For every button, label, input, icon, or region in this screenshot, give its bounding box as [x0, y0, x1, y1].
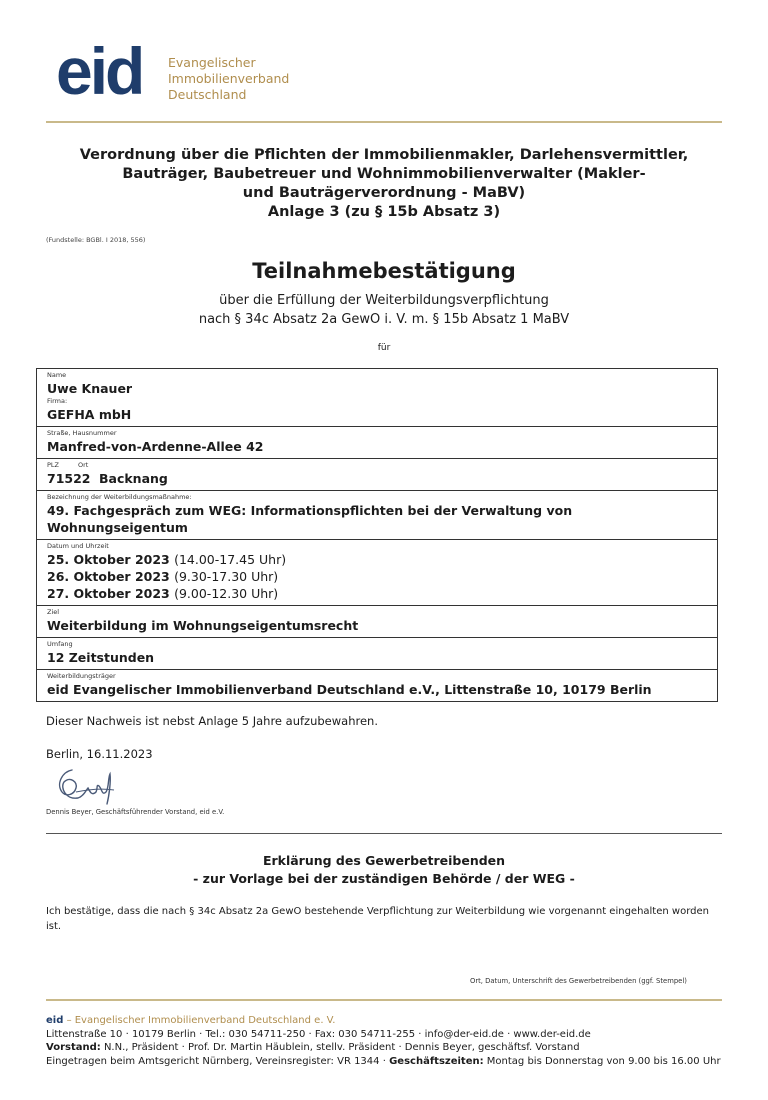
date-value: 25. Oktober 2023 — [47, 552, 170, 567]
footer-register-line — [46, 1055, 721, 1069]
date-entry — [47, 551, 707, 568]
footer-address: Littenstraße 10 · 10179 Berlin · Tel.: 030 54711-250 · Fax: 030 54711-255 · info@der-eid.de · www.der-eid.de — [46, 1028, 591, 1040]
name-value: Uwe Knauer — [47, 381, 133, 396]
participant-form — [36, 368, 718, 702]
certificate-title: Teilnahmebestätigung — [252, 259, 516, 283]
footer-hours-text: Montag bis Donnerstag von 9.00 bis 16.00 Uhr — [486, 1055, 721, 1067]
logo-line-3: Deutschland — [168, 87, 247, 102]
date-label: Datum und Uhrzeit — [47, 542, 109, 550]
date-value: 26. Oktober 2023 — [47, 569, 170, 584]
declaration-text: Ich bestätige, dass die nach § 34c Absatz 2a GewO bestehende Verpflichtung zur Weiterbildung wie vorgenannt eingehalten worden ist. — [46, 906, 709, 932]
firma-label: Firma: — [47, 397, 68, 405]
date-entry — [47, 568, 707, 585]
time-value: (9.30-17.30 Uhr) — [174, 569, 279, 584]
name-label: Name — [47, 371, 67, 379]
time-value: (9.00-12.30 Uhr) — [174, 586, 279, 601]
scope-row — [37, 638, 717, 670]
goal-value: Weiterbildung im Wohnungseigentumsrecht — [47, 618, 359, 633]
place-date: Berlin, 16.11.2023 — [46, 747, 153, 761]
date-row — [37, 540, 717, 606]
certificate-subtitle — [0, 291, 768, 329]
subtitle-line-1: über die Erfüllung der Weiterbildungsverpflichtung — [219, 293, 549, 308]
time-value: (14.00-17.45 Uhr) — [174, 552, 287, 567]
date-value: 27. Oktober 2023 — [47, 586, 170, 601]
measure-row — [37, 491, 717, 540]
signer-caption: Dennis Beyer, Geschäftsführender Vorstand, eid e.V. — [46, 808, 225, 816]
street-row — [37, 427, 717, 459]
plz-label: PLZ — [47, 461, 59, 469]
logo-line-1: Evangelischer — [168, 55, 256, 70]
regulation-title — [60, 146, 708, 222]
footer-hours-label: Geschäftszeiten: — [389, 1055, 484, 1067]
fundstelle: (Fundstelle: BGBl. I 2018, 556) — [46, 236, 146, 244]
scope-value: 12 Zeitstunden — [47, 650, 155, 665]
regulation-line-2: Bauträger, Baubetreuer und Wohnimmobilienverwalter (Makler- — [122, 166, 646, 182]
regulation-line-3: und Bauträgerverordnung - MaBV) — [242, 185, 526, 201]
footer-org-line — [46, 1014, 721, 1028]
provider-row — [37, 670, 717, 701]
regulation-line-1: Verordnung über die Pflichten der Immobilienmakler, Darlehensvermittler, — [79, 147, 689, 163]
footer-register-text: Eingetragen beim Amtsgericht Nürnberg, Vereinsregister: VR 1344 · — [46, 1055, 386, 1067]
provider-label: Weiterbildungsträger — [47, 672, 116, 680]
retention-note: Dieser Nachweis ist nebst Anlage 5 Jahre aufzubewahren. — [46, 714, 378, 728]
fuer-label: für — [377, 343, 391, 353]
regulation-line-4: Anlage 3 (zu § 15b Absatz 3) — [267, 204, 501, 220]
declaration-subtitle: - zur Vorlage bei der zuständigen Behörde / der WEG - — [193, 871, 575, 886]
eid-logo: eid — [56, 34, 143, 108]
logo-text — [168, 55, 289, 103]
footer-org-long: – Evangelischer Immobilienverband Deutschland e. V. — [66, 1015, 336, 1026]
goal-row — [37, 606, 717, 638]
logo-line-2: Immobilienverband — [168, 71, 290, 86]
plz-ort-row — [37, 459, 717, 491]
scope-label: Umfang — [47, 640, 73, 648]
footer-board-text: N.N., Präsident · Prof. Dr. Martin Häublein, stellv. Präsident · Dennis Beyer, geschäftsf. Vorstand — [103, 1042, 580, 1053]
plz-value: 71522 — [47, 471, 91, 486]
footer-divider — [46, 999, 722, 1001]
signature-image — [52, 762, 122, 808]
section-divider — [46, 833, 722, 834]
measure-value: 49. Fachgespräch zum WEG: Informationspflichten bei der Verwaltung von Wohnungseigentum — [47, 503, 573, 535]
measure-label: Bezeichnung der Weiterbildungsmaßnahme: — [47, 493, 192, 501]
declaration-heading — [0, 852, 768, 888]
footer-board-line — [46, 1041, 721, 1055]
goal-label: Ziel — [47, 608, 60, 616]
footer-board-label: Vorstand: — [46, 1042, 101, 1053]
footer-org-short: eid — [46, 1015, 64, 1026]
ort-label: Ort — [78, 461, 89, 469]
firma-value: GEFHA mbH — [47, 407, 132, 422]
name-firma-row — [37, 369, 717, 427]
ort-value: Backnang — [99, 471, 168, 486]
street-value: Manfred-von-Ardenne-Allee 42 — [47, 439, 264, 454]
date-entry — [47, 585, 707, 602]
street-label: Straße, Hausnummer — [47, 429, 117, 437]
provider-value: eid Evangelischer Immobilienverband Deutschland e.V., Littenstraße 10, 10179 Berlin — [47, 682, 652, 697]
footer — [46, 1014, 721, 1068]
declaration-title: Erklärung des Gewerbetreibenden — [262, 853, 506, 868]
header-divider — [46, 121, 722, 123]
declaration-signature-caption: Ort, Datum, Unterschrift des Gewerbetreibenden (ggf. Stempel) — [470, 977, 687, 985]
subtitle-line-2: nach § 34c Absatz 2a GewO i. V. m. § 15b Absatz 1 MaBV — [198, 312, 570, 327]
